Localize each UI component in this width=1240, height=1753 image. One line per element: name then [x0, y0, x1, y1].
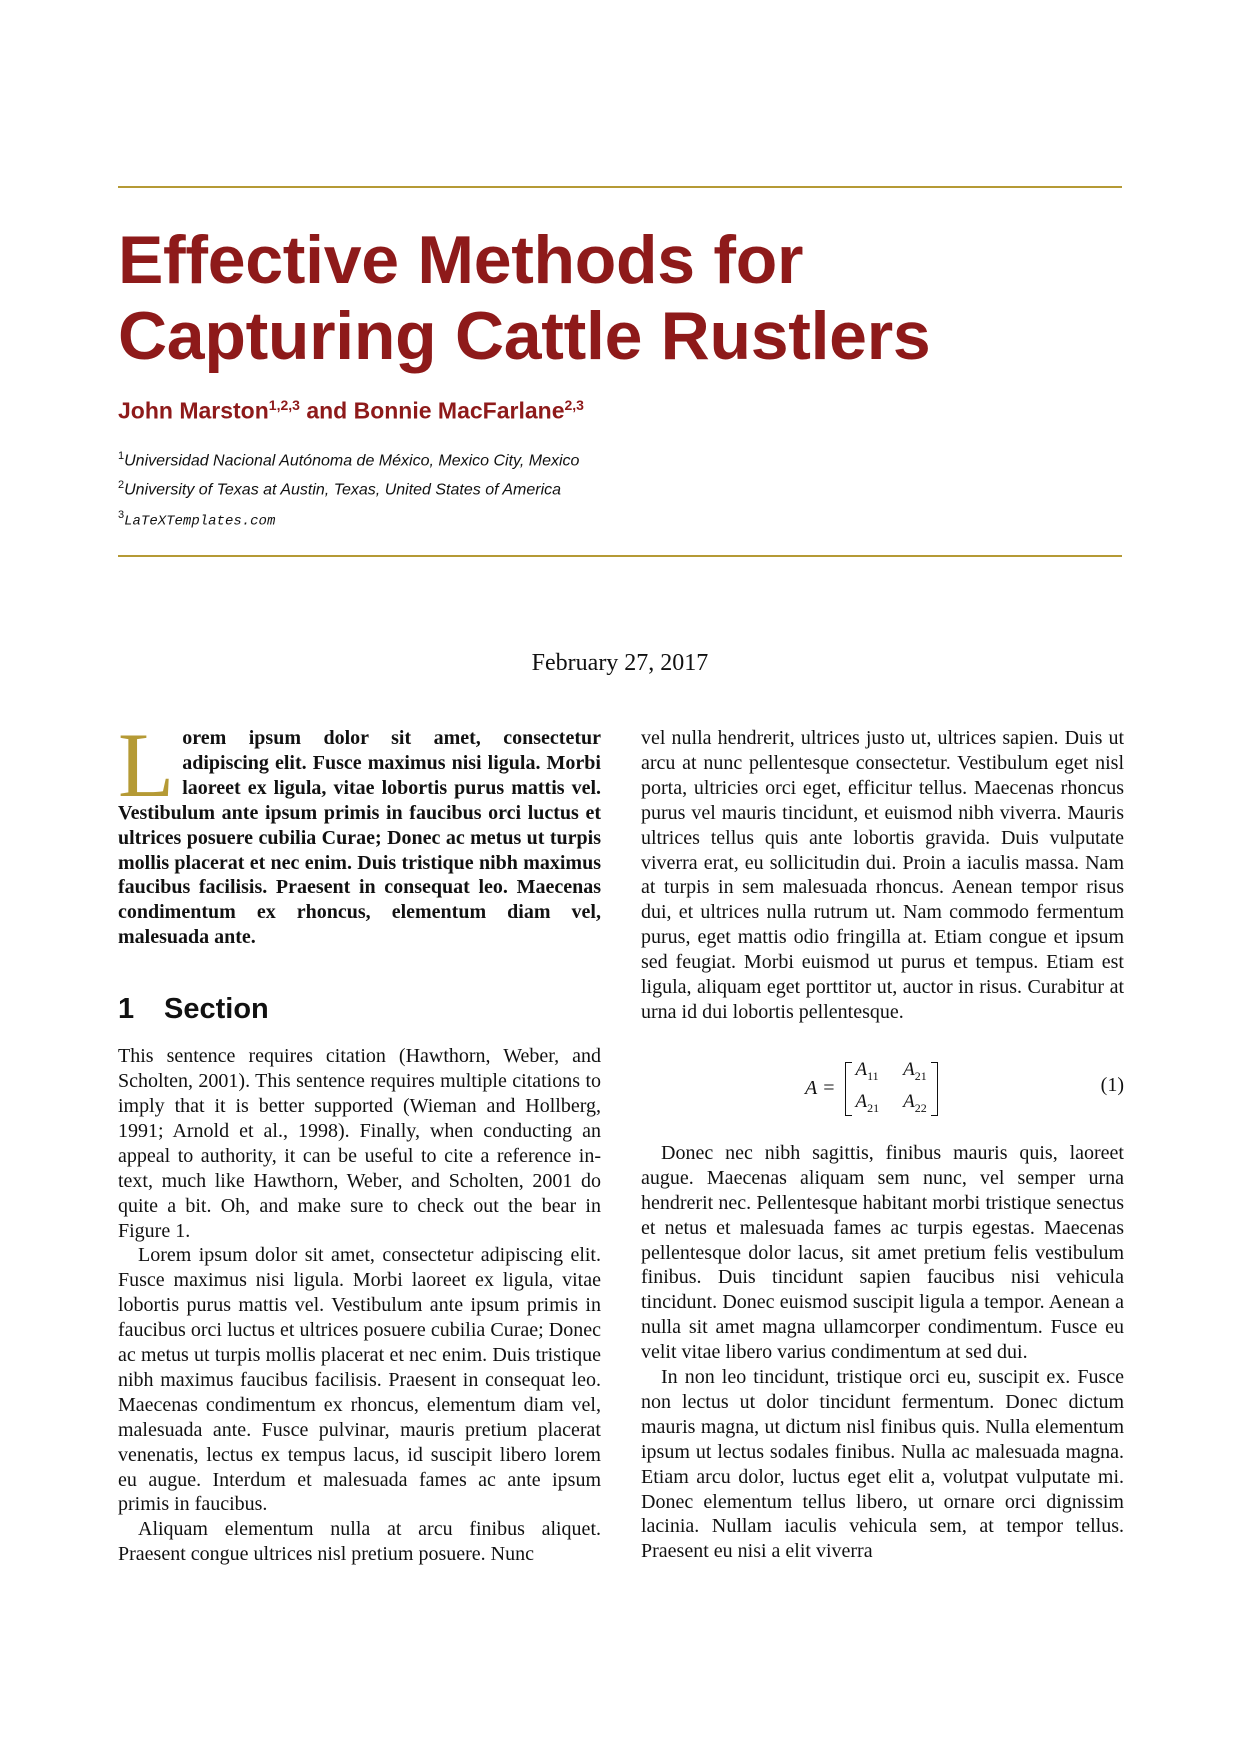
- equation-body: [805, 1059, 938, 1119]
- author-name: John Marston: [118, 397, 269, 424]
- author-affiliation-marks: 2,3: [564, 397, 584, 413]
- section-heading: [118, 992, 601, 1026]
- paper-title: Effective Methods for Capturing Cattle Rustlers: [118, 222, 931, 374]
- publication-date: February 27, 2017: [531, 650, 709, 676]
- affiliation-link[interactable]: LaTeXTemplates.com: [124, 512, 276, 529]
- cell-base: A: [855, 1090, 868, 1112]
- matrix: [852, 1059, 931, 1119]
- matrix-cell: [903, 1059, 927, 1087]
- affiliation: [118, 444, 579, 473]
- cell-subscript: 11: [867, 1068, 879, 1083]
- affiliations: [118, 444, 579, 534]
- affiliation: [118, 503, 579, 534]
- body-paragraph: vel nulla hendrerit, ultrices justo ut, ultrices sapien. Duis ut arcu at nunc pellentesque consectetur. Vestibulum eget nisl porta, ultricies orci eget, efficitur tellus. Maecenas rhoncus purus vel mauris tincidunt, et euismod nibh viverra. Mauris ultrices tellus quis ante lobortis gravida. Duis vulputate viverra erat, eu sollicitudin dui. Proin a iaculis massa. Nam at turpis in sem malesuada rhoncus. Aenean tempor risus dui, et ultrices nulla rutrum ut. Nam commodo fermentum purus, eget mattis odio fringilla at. Etiam congue et ipsum sed feugiat. Morbi euismod ut purus et tempus. Etiam est ligula, aliquam eget porttitor ut, auctor in risus. Curabitur at urna id dui lobortis pellentesque.: [641, 727, 1124, 1023]
- top-rule: [118, 186, 1122, 188]
- body-paragraph: In non leo tincidunt, tristique orci eu, suscipit ex. Fusce non lectus ut dolor tincidunt fermentum. Donec dictum mauris magna, ut dictum nisl finibus quis. Nulla elementum ipsum ut lectus sodales finibus. Nulla ac malesuada magna. Etiam arcu dolor, luctus eget elit a, volutpat vulputate mi. Donec elementum tellus libero, ut ornare orci dignissim lacinia. Nullam iaculis vehicula sem, at tempor tellus. Praesent eu nisi a elit viverra: [641, 1366, 1124, 1563]
- affiliation: [118, 473, 579, 502]
- abstract-text: orem ipsum dolor sit amet, consectetur adipiscing elit. Fusce maximus nisi ligula. Morbi laoreet ex ligula, vitae lobortis purus mattis vel. Vestibulum ante ipsum primis in faucibus orci luctus et ultrices posuere cubilia Curae; Donec ac metus ut turpis mollis placerat et nec enim. Duis tristique nibh maximus faucibus facilisis. Praesent in consequat leo. Maecenas condimentum ex rhoncus, elementum diam vel, malesuada ante.: [118, 727, 601, 949]
- affiliation-number: 1: [118, 450, 125, 462]
- body-paragraph: Donec nec nibh sagittis, finibus mauris quis, laoreet augue. Maecenas aliquam sem nunc, vel semper urna hendrerit nec. Pellentesque habitant morbi tristique senectus et netus et malesuada fames ac turpis egestas. Maecenas pellentesque dolor lacus, sit amet pretium felis vestibulum finibus. Duis tincidunt sapien faucibus nisi vehicula tincidunt. Donec euismod suscipit ligula a tempor. Aenean a nulla sit amet magna ullamcorper condimentum. Fusce eu velit vitae libero varius condimentum at sed dui.: [641, 1141, 1124, 1364]
- equation-number: (1): [1100, 1073, 1124, 1096]
- matrix-cell: [903, 1091, 927, 1119]
- body-paragraph: Aliquam elementum nulla at arcu finibus aliquet. Praesent congue ultrices nisl pretium posuere. Nunc: [118, 1518, 601, 1566]
- section-title: Section: [164, 993, 269, 1026]
- affiliation-text: University of Texas at Austin, Texas, United States of America: [124, 481, 562, 499]
- author-name: Bonnie MacFarlane: [353, 397, 565, 424]
- drop-cap: L: [118, 714, 175, 816]
- right-column: [641, 726, 1124, 1564]
- bottom-rule: [118, 555, 1122, 557]
- affiliation-text: Universidad Nacional Autónoma de México, Mexico City, Mexico: [124, 452, 580, 470]
- cell-base: A: [903, 1090, 915, 1112]
- abstract: [118, 714, 601, 950]
- left-bracket: [845, 1062, 852, 1116]
- left-column: [118, 714, 601, 1567]
- cell-base: A: [855, 1058, 868, 1080]
- cell-base: A: [903, 1058, 915, 1080]
- author-line: [118, 390, 584, 426]
- author-affiliation-marks: 1,2,3: [268, 397, 300, 413]
- cell-subscript: 21: [867, 1100, 880, 1115]
- affiliation-number: 3: [118, 508, 125, 521]
- right-bracket: [931, 1062, 938, 1116]
- body-paragraph: Lorem ipsum dolor sit amet, consectetur adipiscing elit. Fusce maximus nisi ligula. Morbi laoreet ex ligula, vitae lobortis purus mattis vel. Vestibulum ante ipsum primis in faucibus orci luctus et ultrices posuere cubilia Curae; Donec ac metus ut turpis mollis placerat et nec enim. Duis tristique nibh maximus faucibus facilisis. Praesent in consequat leo. Maecenas condimentum ex rhoncus, elementum diam vel, malesuada ante. Fusce pulvinar, mauris pretium placerat venenatis, lectus ex tempus lacus, id suscipit libero lorem eu augue. Interdum et malesuada fames ac ante ipsum primis in faucibus.: [118, 1244, 601, 1516]
- affiliation-number: 2: [118, 479, 125, 492]
- author-separator: and: [306, 397, 348, 424]
- matrix-cell: [856, 1059, 880, 1087]
- cell-subscript: 22: [914, 1100, 927, 1115]
- body-paragraph: This sentence requires citation (Hawthorn, Weber, and Scholten, 2001). This sentence requires multiple citations to imply that it is better supported (Wieman and Hollberg, 1991; Arnold et al., 1998). Finally, when conducting an appeal to authority, it can be useful to cite a reference in-text, much like Hawthorn, Weber, and Scholten, 2001 do quite a bit. Oh, and make sure to check out the bear in Figure 1.: [118, 1045, 601, 1242]
- cell-subscript: 21: [914, 1068, 927, 1083]
- equals-sign: =: [823, 1077, 835, 1100]
- matrix-cell: [856, 1091, 880, 1119]
- equation-lhs: A: [805, 1077, 818, 1100]
- section-number: 1: [118, 993, 135, 1026]
- equation: [641, 1051, 1124, 1123]
